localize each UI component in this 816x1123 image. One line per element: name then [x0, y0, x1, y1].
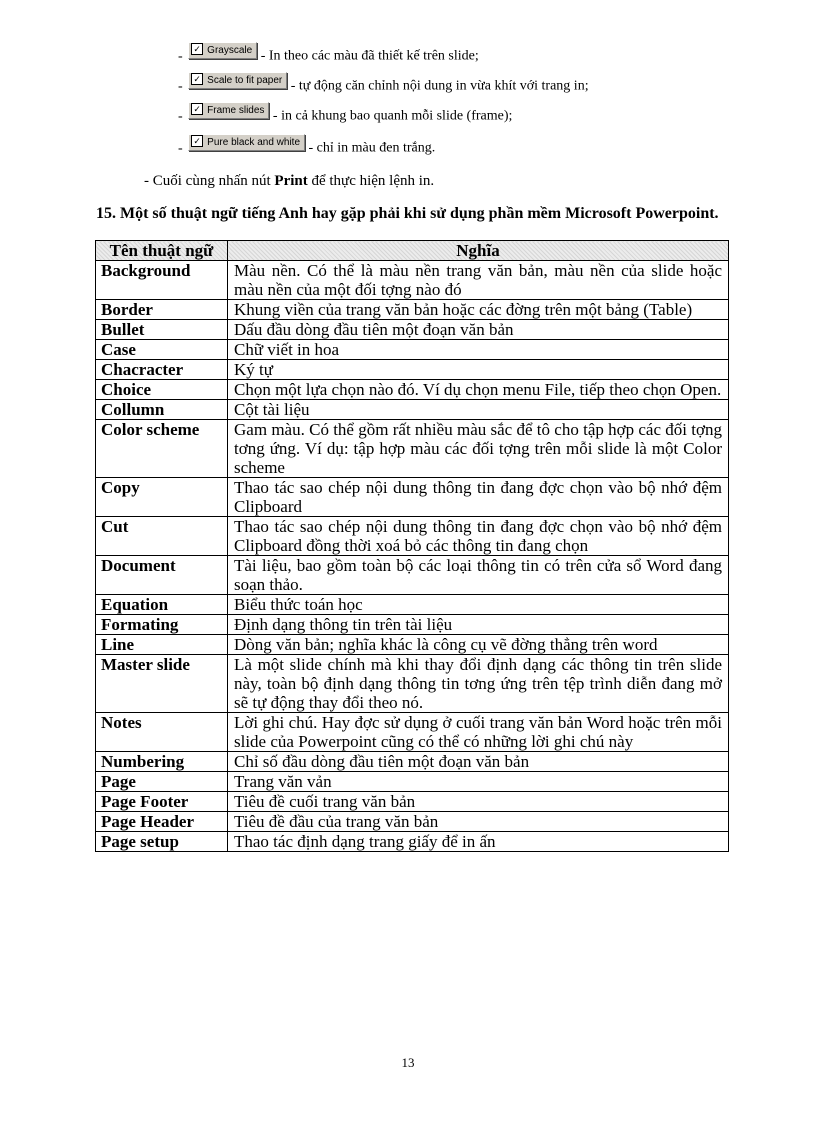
scale-to-fit-description: - tự động căn chỉnh nội dung in vừa khít với trang in; [290, 78, 589, 94]
meaning-cell: Chọn một lựa chọn nào đó. Ví dụ chọn menu File, tiếp theo chọn Open. [228, 380, 729, 400]
checkmark-icon: ✓ [191, 103, 203, 115]
frame-slides-description: - in cả khung bao quanh mỗi slide (frame); [272, 108, 513, 124]
pure-black-white-label: Pure black and white [207, 137, 301, 148]
final-instruction-suffix: để thực hiện lệnh in. [307, 173, 435, 189]
meaning-cell: Là một slide chính mà khi thay đổi định dạng các thông tin trên slide này, toàn bộ định dạng thông tin tơng ứng trên tệp trình diễn đang mở sẽ tự động thay đổi theo nó. [228, 655, 729, 713]
meaning-cell: Chỉ số đầu dòng đầu tiên một đoạn văn bản [228, 752, 729, 772]
table-row [96, 635, 729, 655]
table-header-row [96, 241, 729, 261]
header-meaning: Nghĩa [228, 241, 729, 261]
pure-black-white-checkbox[interactable] [188, 134, 305, 151]
table-row [96, 400, 729, 420]
table-row [96, 832, 729, 852]
frame-slides-label: Frame slides [207, 105, 265, 116]
terms-table-body [96, 261, 729, 852]
dash: - [178, 78, 183, 94]
checkmark-icon: ✓ [191, 43, 203, 55]
table-row [96, 752, 729, 772]
option-line-scale-to-fit [178, 74, 589, 95]
term-cell: Color scheme [96, 420, 228, 478]
table-row [96, 713, 729, 752]
term-cell: Bullet [96, 320, 228, 340]
term-cell: Choice [96, 380, 228, 400]
table-row [96, 655, 729, 713]
meaning-cell: Thao tác sao chép nội dung thông tin đang đợc chọn vào bộ nhớ đệm Clipboard [228, 478, 729, 517]
meaning-cell: Chữ viết in hoa [228, 340, 729, 360]
grayscale-description: - In theo các màu đã thiết kế trên slide; [260, 48, 479, 64]
meaning-cell: Dấu đầu dòng đầu tiên một đoạn văn bản [228, 320, 729, 340]
table-row [96, 556, 729, 595]
page-number: 13 [401, 1055, 415, 1070]
meaning-cell: Trang văn vản [228, 772, 729, 792]
checkmark-icon: ✓ [191, 135, 203, 147]
frame-slides-checkbox[interactable] [188, 102, 269, 119]
final-instruction-prefix: - Cuối cùng nhấn nút [144, 173, 275, 189]
term-cell: Numbering [96, 752, 228, 772]
table-row [96, 380, 729, 400]
table-row [96, 420, 729, 478]
pure-black-white-description: - chỉ in màu đen trắng. [308, 140, 436, 156]
option-line-grayscale [178, 44, 479, 65]
term-cell: Page setup [96, 832, 228, 852]
meaning-cell: Gam màu. Có thể gồm rất nhiều màu sắc để tô cho tập hợp các đối tợng tơng ứng. Ví dụ: tập hợp màu các đối tợng trên mỗi slide là một Color scheme [228, 420, 729, 478]
table-row [96, 300, 729, 320]
term-cell: Page Footer [96, 792, 228, 812]
option-line-frame-slides [178, 104, 513, 125]
table-row [96, 360, 729, 380]
print-keyword: Print [274, 173, 308, 189]
meaning-cell: Định dạng thông tin trên tài liệu [228, 615, 729, 635]
terms-table [95, 240, 729, 852]
option-line-pure-black-white [178, 136, 436, 157]
meaning-cell: Biểu thức toán học [228, 595, 729, 615]
scale-to-fit-checkbox[interactable] [188, 72, 287, 89]
meaning-cell: Dòng văn bản; nghĩa khác là công cụ vẽ đờng thẳng trên word [228, 635, 729, 655]
meaning-cell: Ký tự [228, 360, 729, 380]
term-cell: Line [96, 635, 228, 655]
term-cell: Page Header [96, 812, 228, 832]
meaning-cell: Tiêu đề đầu của trang văn bản [228, 812, 729, 832]
meaning-cell: Thao tác sao chép nội dung thông tin đang đợc chọn vào bộ nhớ đệm Clipboard đồng thời xoá bỏ các thông tin đang chọn [228, 517, 729, 556]
checkmark-icon: ✓ [191, 73, 203, 85]
term-cell: Cut [96, 517, 228, 556]
term-cell: Border [96, 300, 228, 320]
term-cell: Case [96, 340, 228, 360]
meaning-cell: Tiêu đề cuối trang văn bản [228, 792, 729, 812]
grayscale-checkbox[interactable] [188, 42, 257, 59]
table-row [96, 478, 729, 517]
table-row [96, 772, 729, 792]
table-row [96, 517, 729, 556]
table-row [96, 595, 729, 615]
term-cell: Chacracter [96, 360, 228, 380]
dash: - [178, 108, 183, 124]
term-cell: Background [96, 261, 228, 300]
table-row [96, 615, 729, 635]
section-heading: 15. Một số thuật ngữ tiếng Anh hay gặp phải khi sử dụng phần mềm Microsoft Powerpoint. [96, 205, 719, 222]
term-cell: Master slide [96, 655, 228, 713]
term-cell: Collumn [96, 400, 228, 420]
meaning-cell: Lời ghi chú. Hay đợc sử dụng ở cuối trang văn bản Word hoặc trên mỗi slide của Powerpoint cũng có thể có những lời ghi chú này [228, 713, 729, 752]
meaning-cell: Màu nền. Có thể là màu nền trang văn bản, màu nền của slide hoặc màu nền của một đối tợng nào đó [228, 261, 729, 300]
table-row [96, 792, 729, 812]
meaning-cell: Thao tác định dạng trang giấy để in ấn [228, 832, 729, 852]
scale-to-fit-label: Scale to fit paper [207, 75, 283, 86]
term-cell: Notes [96, 713, 228, 752]
table-row [96, 320, 729, 340]
term-cell: Formating [96, 615, 228, 635]
dash: - [178, 140, 183, 156]
term-cell: Copy [96, 478, 228, 517]
meaning-cell: Tài liệu, bao gồm toàn bộ các loại thông tin có trên cửa sổ Word đang soạn thảo. [228, 556, 729, 595]
header-term: Tên thuật ngữ [96, 241, 228, 261]
meaning-cell: Cột tài liệu [228, 400, 729, 420]
meaning-cell: Khung viền của trang văn bản hoặc các đờng trên một bảng (Table) [228, 300, 729, 320]
table-row [96, 261, 729, 300]
grayscale-label: Grayscale [207, 45, 253, 56]
table-row [96, 340, 729, 360]
dash: - [178, 48, 183, 64]
term-cell: Equation [96, 595, 228, 615]
term-cell: Document [96, 556, 228, 595]
term-cell: Page [96, 772, 228, 792]
table-row [96, 812, 729, 832]
final-instruction [144, 173, 434, 190]
